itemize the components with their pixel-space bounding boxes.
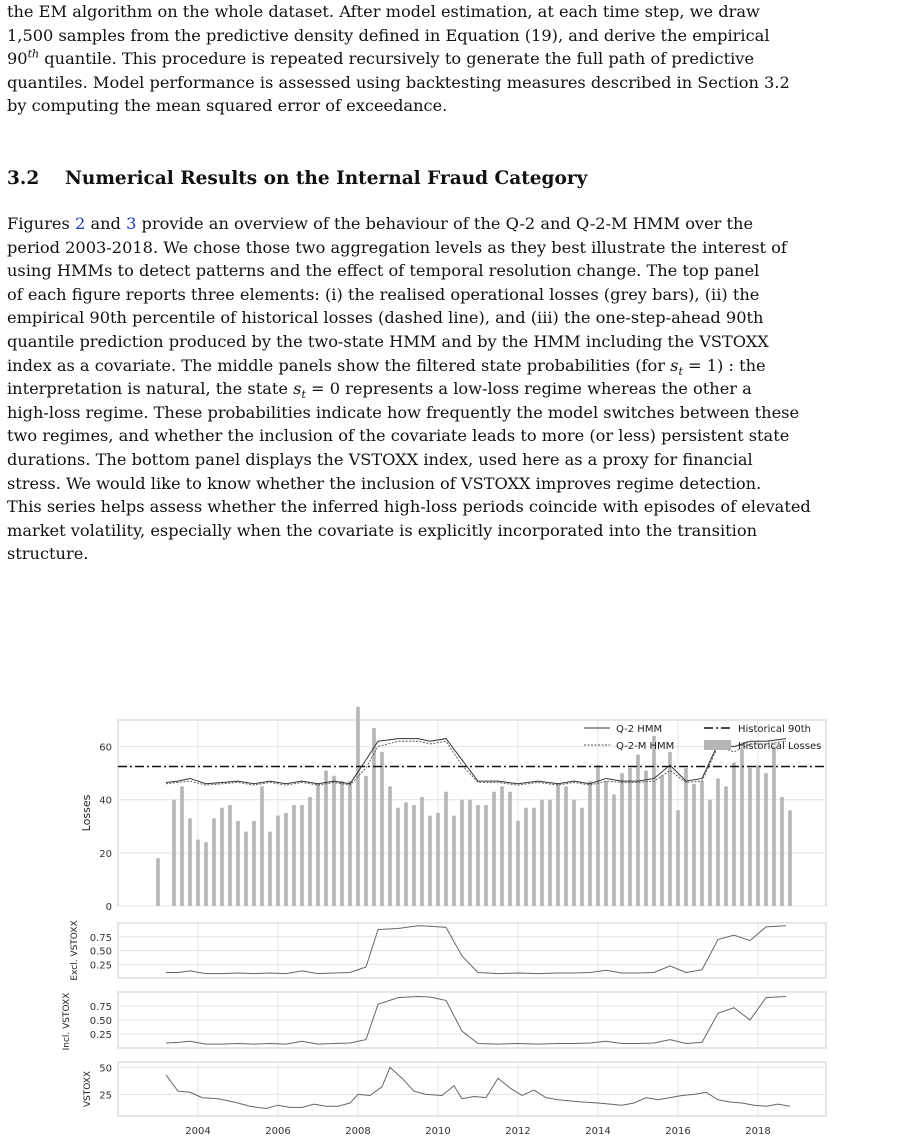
paragraph-line: period 2003-2018. We chose those two aggregation levels as they best illustrate the interest of [7, 237, 787, 257]
paragraph-results [7, 212, 914, 566]
loss-bar [788, 810, 792, 906]
legend-label-historical-90th: Historical 90th [738, 724, 812, 735]
loss-bar [444, 792, 448, 906]
loss-bar [180, 786, 184, 906]
math-t: t [678, 364, 683, 378]
loss-bar [428, 816, 432, 906]
paragraph-line: of each figure reports three elements: (i) the realised operational losses (grey bars), (ii) the [7, 284, 760, 304]
loss-bar [548, 800, 552, 906]
loss-bar [436, 813, 440, 906]
loss-bar [260, 786, 264, 906]
paragraph-line: high-loss regime. These probabilities indicate how frequently the model switches between these [7, 402, 800, 422]
loss-bar [492, 792, 496, 906]
y-tick-label: 0.50 [89, 946, 112, 958]
loss-bar [524, 808, 528, 906]
loss-bar [716, 778, 720, 906]
loss-bar [764, 773, 768, 906]
x-tick-label: 2004 [185, 1126, 211, 1137]
loss-bar [620, 773, 624, 906]
paragraph-line: This series helps assess whether the inferred high-loss periods coincide with episodes of elevated [7, 497, 811, 517]
paragraph-line: quantiles. Model performance is assessed using backtesting measures described in Section 3.2 [7, 72, 790, 92]
y-tick-label: 25 [99, 1090, 112, 1102]
legend-label-q2m: Q-2-M HMM [616, 741, 675, 752]
loss-bar [244, 832, 248, 906]
loss-bar [292, 805, 296, 906]
loss-bar [268, 832, 272, 906]
x-tick-label: 2010 [425, 1126, 451, 1137]
y-tick-label: 60 [99, 742, 112, 754]
paragraph-line: two regimes, and whether the inclusion of the covariate leads to more (or less) persistent state [7, 426, 790, 446]
loss-bar [532, 808, 536, 906]
x-tick-label: 2014 [585, 1126, 611, 1137]
loss-bar [372, 728, 376, 906]
loss-bar [300, 805, 304, 906]
paragraph-line [7, 212, 914, 236]
loss-bar [660, 776, 664, 906]
loss-bar [196, 840, 200, 906]
y-axis-label: Excl. VSTOXX [70, 920, 80, 981]
loss-bar [500, 786, 504, 906]
paragraph-line: the EM algorithm on the whole dataset. After model estimation, at each time step, we draw [7, 2, 760, 21]
loss-bar [724, 786, 728, 906]
loss-bar [252, 821, 256, 906]
loss-bar [332, 776, 336, 906]
loss-bar [644, 770, 648, 906]
loss-bar [740, 749, 744, 906]
paragraph-line [7, 47, 914, 71]
paragraph-line-text: interpretation is natural, the state [7, 379, 288, 399]
y-tick-label: 20 [99, 848, 112, 860]
y-tick-label: 0 [105, 902, 112, 913]
paragraph-line-text: provide an overview of the behaviour of the Q-2 and Q-2-M HMM over the [141, 214, 754, 233]
loss-bar [324, 770, 328, 906]
loss-bar [604, 781, 608, 906]
y-tick-label: 0.75 [89, 932, 112, 944]
loss-bar [388, 786, 392, 906]
math-s: s [670, 355, 679, 375]
paragraph-line: structure. [7, 544, 89, 564]
loss-bar [508, 792, 512, 906]
loss-bar [476, 805, 480, 906]
paragraph-line: using HMMs to detect patterns and the effect of temporal resolution change. The top panel [7, 261, 760, 281]
x-tick-label: 2006 [265, 1126, 291, 1137]
loss-bar [340, 781, 344, 906]
loss-bar [212, 818, 216, 906]
loss-bar [692, 784, 696, 906]
figure-2-link[interactable]: 2 [74, 214, 86, 233]
loss-bar [772, 747, 776, 906]
loss-bar [668, 752, 672, 906]
loss-bar [420, 797, 424, 906]
paragraph-line: market volatility, especially when the covariate is explicitly incorporated into the transition [7, 520, 758, 540]
loss-bar [228, 805, 232, 906]
loss-bar [556, 784, 560, 906]
loss-bar [188, 818, 192, 906]
legend-swatch-historical-losses [704, 740, 731, 750]
loss-bar [308, 797, 312, 906]
paragraph-line: 1,500 samples from the predictive density defined in Equation (19), and derive the empirical [7, 25, 770, 45]
loss-bar [612, 794, 616, 906]
x-tick-label: 2016 [665, 1126, 691, 1137]
paragraph-line: durations. The bottom panel displays the VSTOXX index, used here as a proxy for financial [7, 449, 753, 469]
loss-bar [588, 781, 592, 906]
loss-bar [484, 805, 488, 906]
loss-bar [540, 800, 544, 906]
figure-3-link[interactable]: 3 [126, 214, 137, 233]
legend-label-historical-losses: Historical Losses [738, 741, 822, 752]
y-tick-label: 0.25 [89, 960, 112, 972]
section-number: 3.2 [7, 168, 40, 189]
loss-bar [364, 776, 368, 906]
th-superscript: th [27, 47, 40, 61]
loss-bar [564, 786, 568, 906]
paragraph-line [7, 377, 914, 401]
y-tick-label: 50 [99, 1063, 112, 1075]
y-axis-label: Incl. VSTOXX [62, 992, 72, 1051]
math-t: t [301, 388, 306, 402]
y-tick-label: 0.25 [89, 1030, 112, 1041]
y-tick-label: 0.50 [89, 1016, 112, 1027]
x-tick-label: 2012 [505, 1126, 531, 1137]
loss-bar [316, 784, 320, 906]
paragraph-line-text: quantile. This procedure is repeated recursively to generate the full path of predictive [44, 49, 755, 69]
loss-bar [596, 765, 600, 906]
loss-bar [404, 802, 408, 906]
paragraph-line: empirical 90th percentile of historical losses (dashed line), and (iii) the one-step-ahead 90th [7, 308, 764, 328]
text-and: and [90, 214, 121, 233]
loss-bar [732, 763, 736, 906]
paragraph-line-text: = 0 represents a low-loss regime whereas the other a [311, 379, 752, 399]
y-tick-label: 40 [99, 795, 112, 807]
loss-bar [756, 765, 760, 906]
text-figures: Figures [7, 214, 70, 233]
loss-bar [380, 752, 384, 906]
paragraph-em-algorithm [7, 0, 914, 118]
panel-frame [118, 1062, 826, 1116]
loss-bar [156, 858, 160, 906]
loss-bar [572, 800, 576, 906]
y-tick-label: 0.75 [89, 1002, 112, 1013]
loss-bar [412, 805, 416, 906]
ninety-value: 90 [7, 49, 28, 69]
loss-bar [348, 781, 352, 906]
loss-bar [700, 781, 704, 906]
loss-bar [284, 813, 288, 906]
loss-bar [468, 800, 472, 906]
paragraph-line-text: = 1) : the [688, 355, 766, 375]
paragraph-line: by computing the mean squared error of exceedance. [7, 96, 448, 116]
legend-label-q2: Q-2 HMM [616, 724, 663, 735]
loss-bar [676, 810, 680, 906]
paragraph-line: quantile prediction produced by the two-state HMM and by the HMM including the VSTOXX [7, 331, 769, 351]
paragraph-line-text: index as a covariate. The middle panels show the filtered state probabilities (for [7, 355, 665, 375]
loss-bar [780, 797, 784, 906]
x-tick-label: 2008 [345, 1126, 371, 1137]
paragraph-line: stress. We would like to know whether the inclusion of VSTOXX improves regime detection. [7, 473, 762, 493]
loss-bar [652, 736, 656, 906]
loss-bar [172, 800, 176, 906]
loss-bar [748, 768, 752, 906]
x-tick-label: 2018 [745, 1126, 771, 1137]
y-axis-label: Losses [80, 794, 93, 832]
loss-bar [236, 821, 240, 906]
loss-bar [460, 800, 464, 906]
loss-bar [516, 821, 520, 906]
loss-bar [204, 842, 208, 906]
loss-bar [396, 808, 400, 906]
loss-bar [708, 800, 712, 906]
loss-bar [636, 755, 640, 906]
loss-bar [356, 707, 360, 906]
loss-bar [220, 808, 224, 906]
loss-bar [684, 768, 688, 906]
math-s: s [293, 379, 302, 399]
section-heading [7, 168, 587, 189]
loss-bar [276, 816, 280, 906]
section-title: Numerical Results on the Internal Fraud Category [65, 168, 588, 189]
loss-bar [580, 808, 584, 906]
paragraph-line [7, 354, 914, 378]
loss-bar [628, 768, 632, 906]
y-axis-label: VSTOXX [83, 1070, 93, 1108]
loss-bar [452, 816, 456, 906]
figure-internal-fraud [0, 700, 920, 1139]
